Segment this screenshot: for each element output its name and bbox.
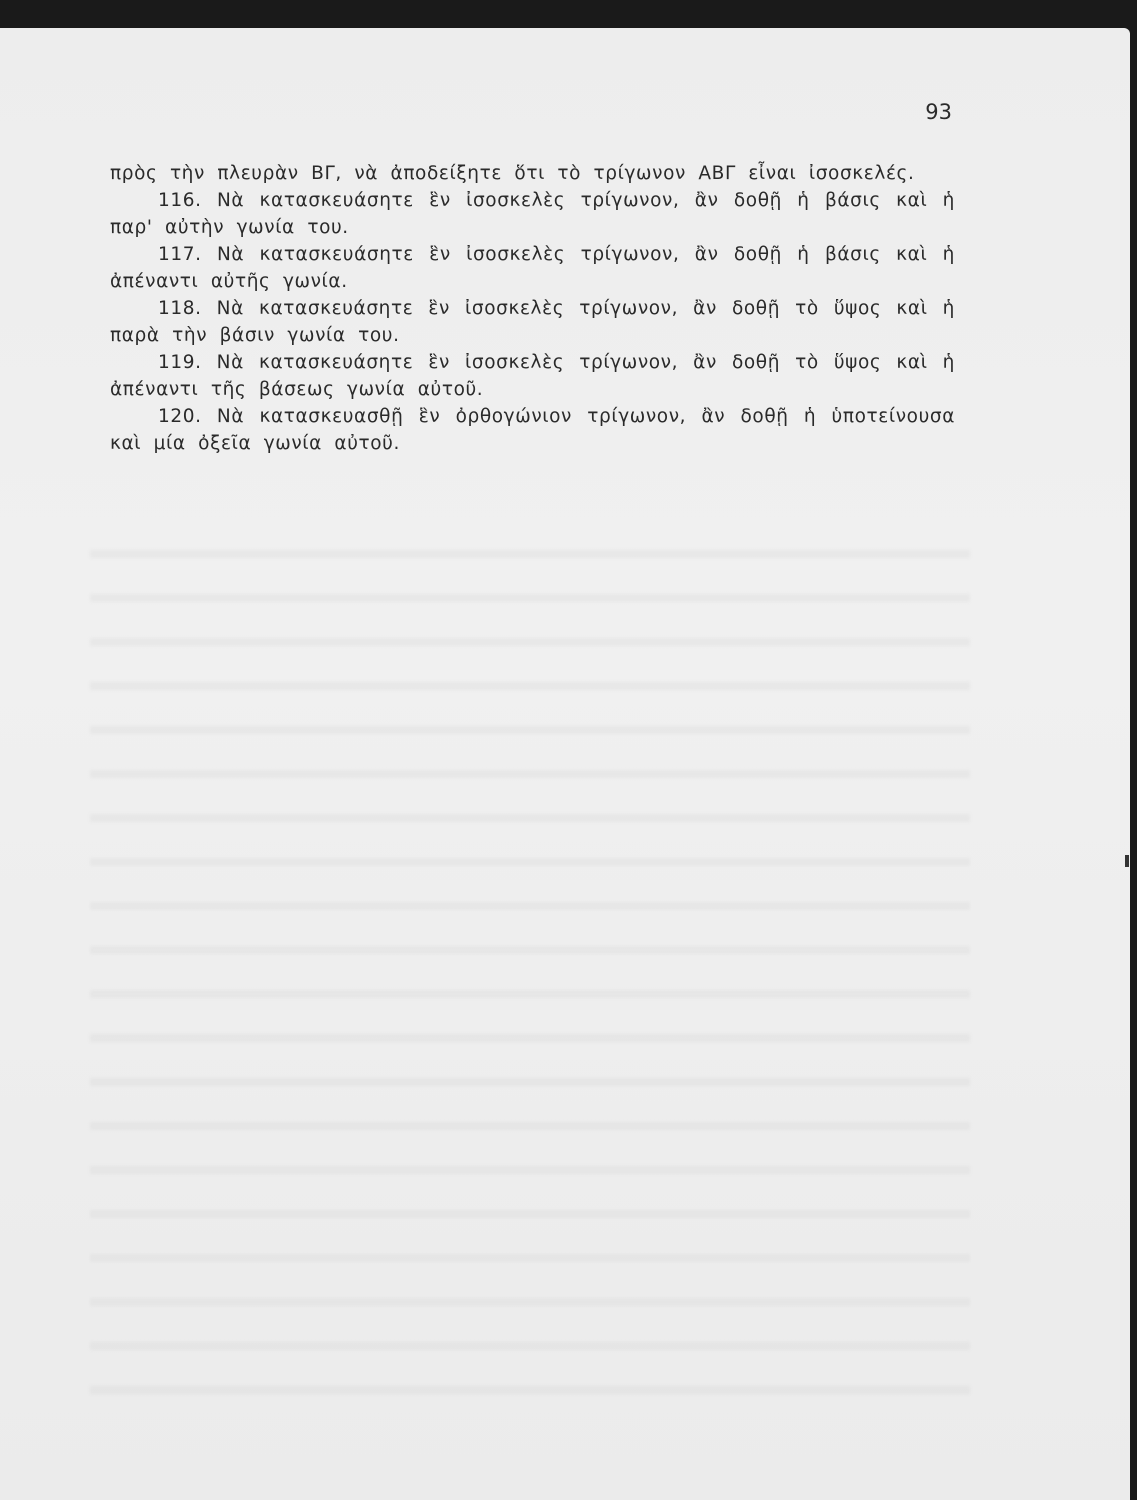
edge-mark (1125, 855, 1129, 867)
exercise-text (110, 160, 955, 457)
exercise-117: 117. Νὰ κατασκευάσητε ἓν ἰσοσκελὲς τρίγωνον, ἂν δοθῇ ἡ βάσις καὶ ἡ ἀπέναντι αὐτῆς γωνία. (110, 244, 955, 292)
page-number: 93 (925, 100, 952, 124)
paragraph-continuation: πρὸς τὴν πλευρὰν ΒΓ, νὰ ἀποδείξητε ὅτι τὸ τρίγωνον ΑΒΓ εἶναι ἰσοσκελές. (110, 163, 915, 184)
show-through-text (90, 528, 970, 1408)
exercise-118: 118. Νὰ κατασκευάσητε ἓν ἰσοσκελὲς τρίγωνον, ἂν δοθῇ τὸ ὕψος καὶ ἡ παρὰ τὴν βάσιν γωνία του. (110, 298, 955, 346)
exercise-116: 116. Νὰ κατασκευάσητε ἓν ἰσοσκελὲς τρίγωνον, ἂν δοθῇ ἡ βάσις καὶ ἡ παρ' αὐτὴν γωνία του. (110, 190, 955, 238)
exercise-120: 120. Νὰ κατασκευασθῇ ἓν ὀρθογώνιον τρίγωνον, ἂν δοθῇ ἡ ὑποτείνουσα καὶ μία ὀξεῖα γωνία αὐτοῦ. (110, 406, 955, 454)
paper-sheet (0, 28, 1130, 1500)
exercise-119: 119. Νὰ κατασκευάσητε ἓν ἰσοσκελὲς τρίγωνον, ἂν δοθῇ τὸ ὕψος καὶ ἡ ἀπέναντι τῆς βάσεως γωνία αὐτοῦ. (110, 352, 955, 400)
